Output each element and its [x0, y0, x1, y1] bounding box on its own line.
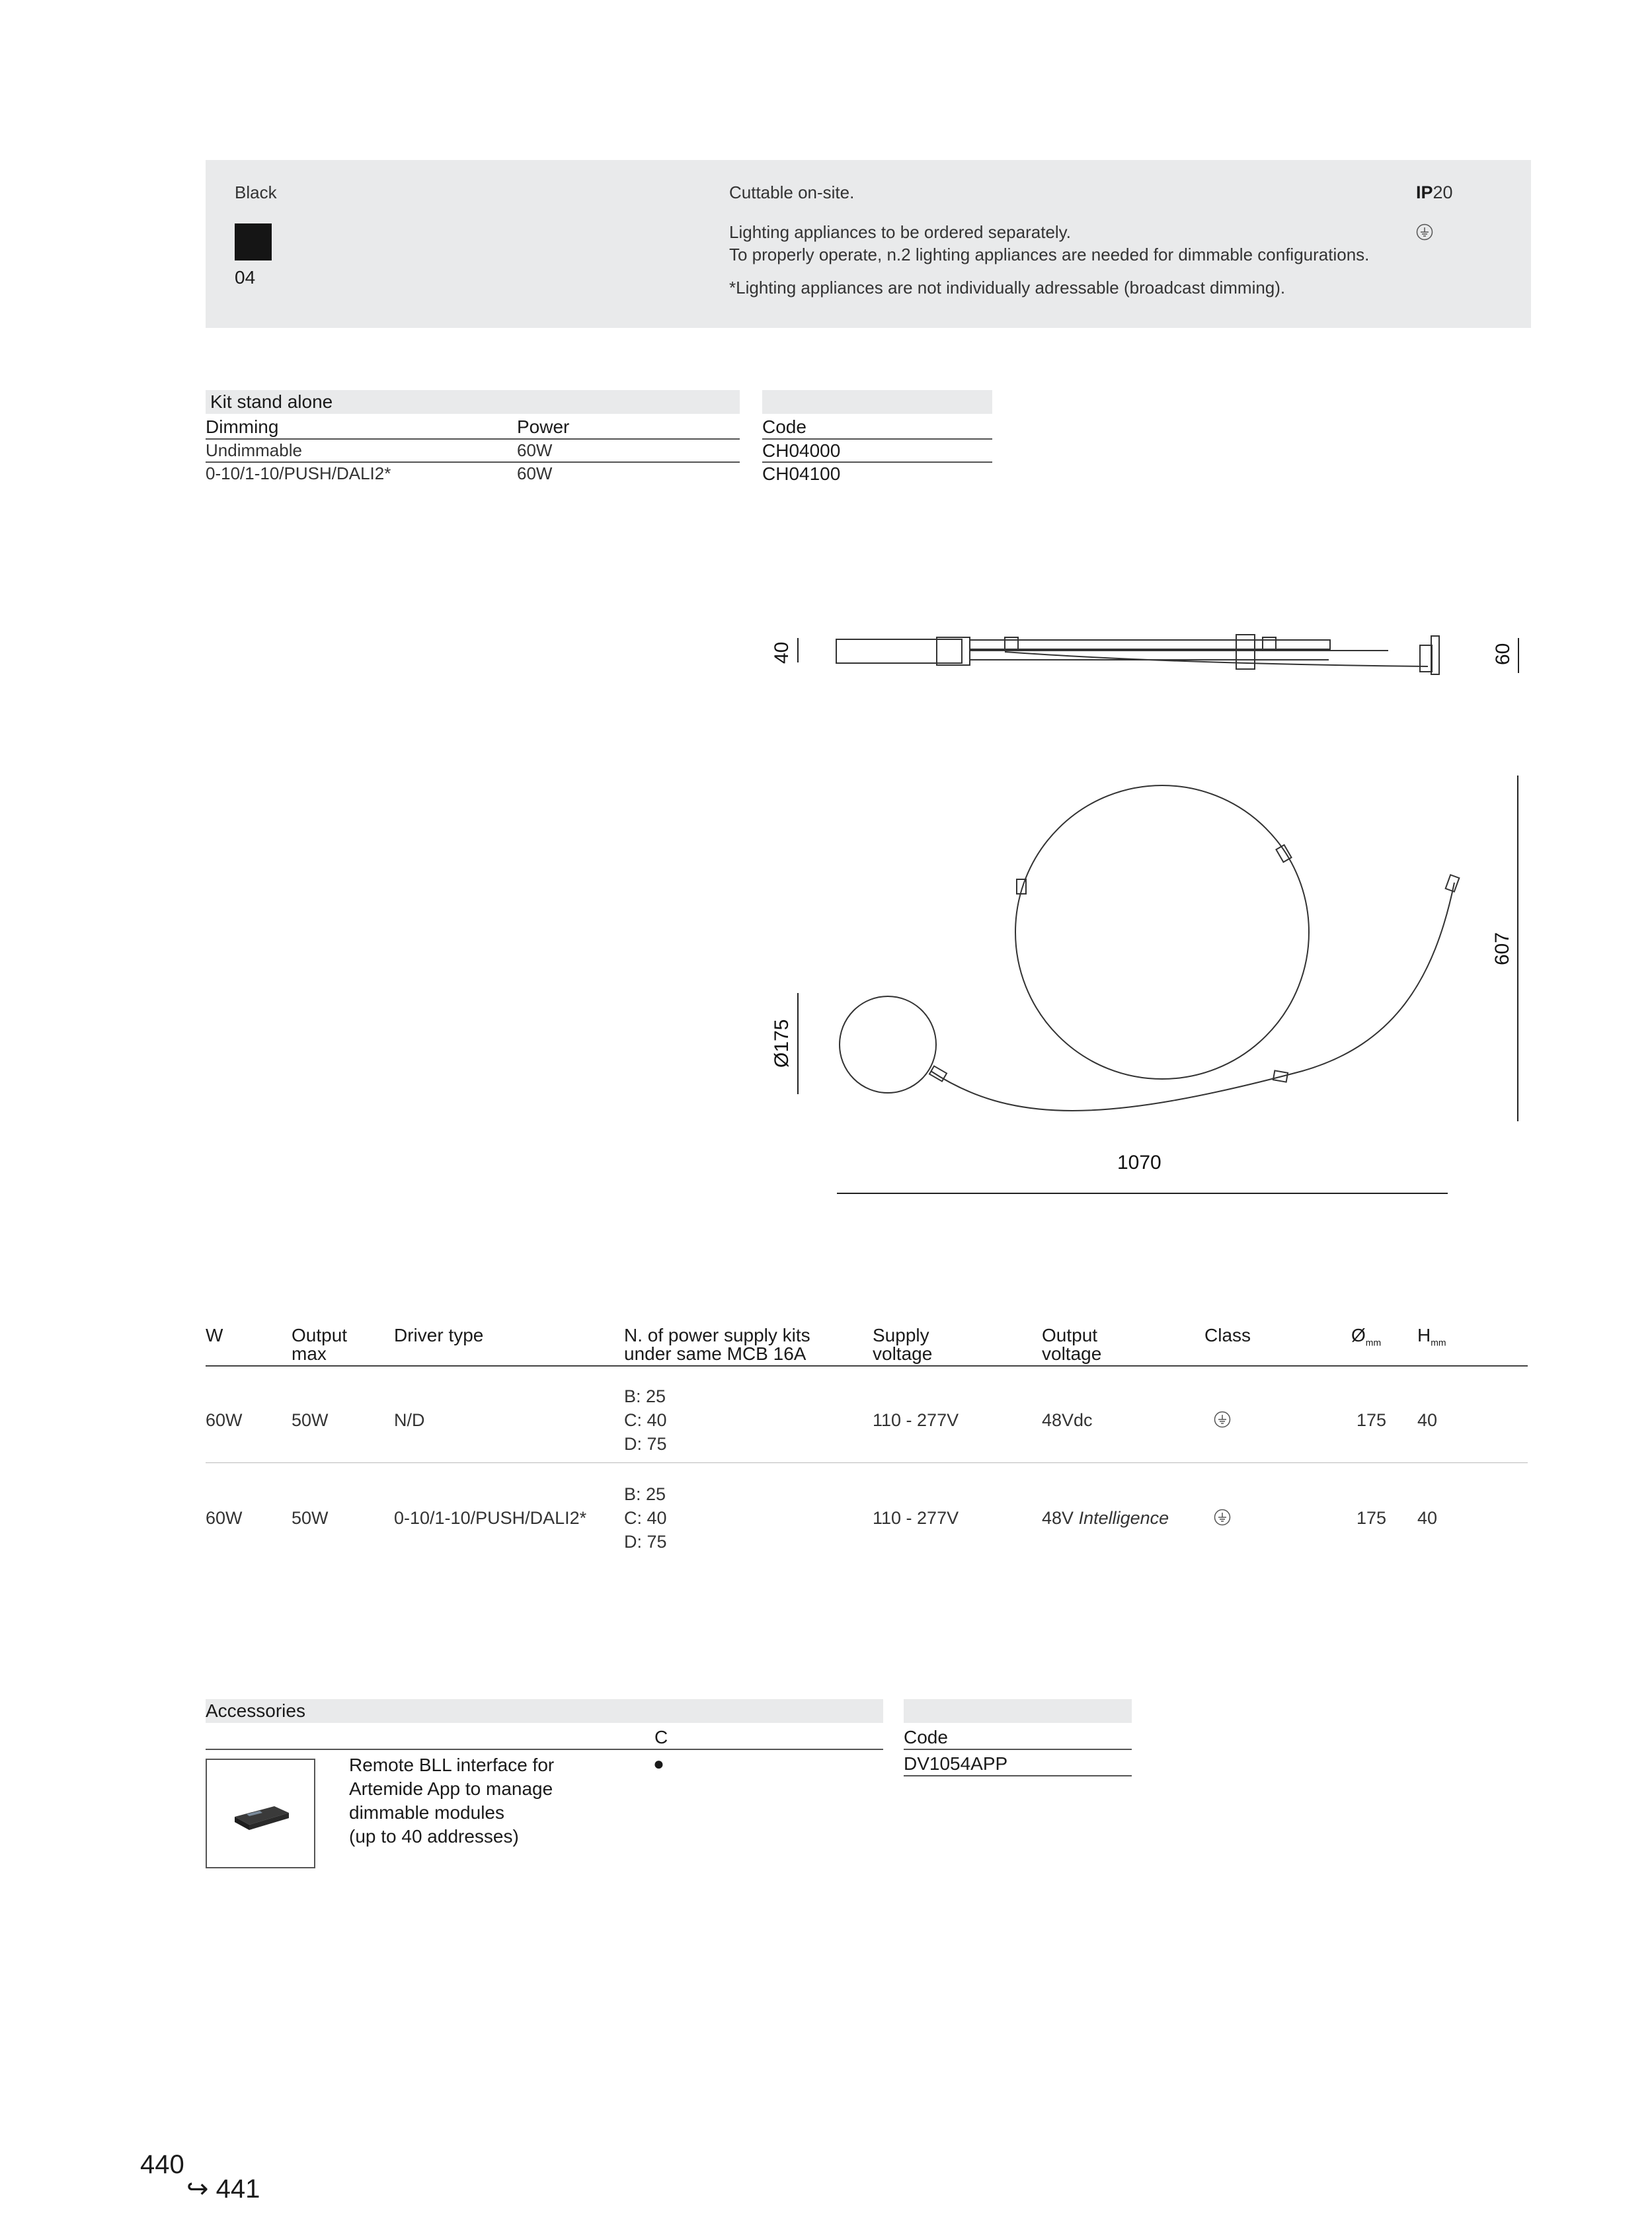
ground-class-icon [1214, 1411, 1231, 1428]
spec-header-outv-1: Output [1042, 1325, 1098, 1345]
spec-row-1-supply: 110 - 277V [873, 1410, 959, 1430]
color-swatch[interactable] [235, 223, 272, 260]
spec-header-output-2: max [292, 1343, 327, 1364]
spec-row-1-kit-c: C: 40 [624, 1410, 667, 1430]
spec-row-2-kit-d: D: 75 [624, 1532, 667, 1552]
accessory-desc-line-2: Artemide App to manage [349, 1778, 553, 1799]
note-order-1: Lighting appliances to be ordered separately. [729, 222, 1071, 242]
kit-row-1-power: 60W [517, 440, 553, 460]
spec-header-supply-2: voltage [873, 1343, 933, 1364]
kit-header-code: Code [762, 417, 806, 437]
spec-row-rule [206, 1462, 1528, 1463]
spec-header-height-label: H [1417, 1325, 1431, 1345]
ip-value: 20 [1433, 182, 1453, 202]
spec-header-kits-2: under same MCB 16A [624, 1343, 806, 1364]
top-view [798, 776, 1518, 1193]
kit-row-1-dimming: Undimmable [206, 440, 302, 460]
spec-header-height [1417, 1326, 1446, 1352]
kit-row-2-power: 60W [517, 463, 553, 483]
code-row-rule [762, 461, 992, 463]
accessories-title: Accessories [206, 1700, 305, 1721]
technical-drawing [760, 608, 1554, 1203]
spec-row-1-outv: 48Vdc [1042, 1410, 1093, 1430]
spec-row-2-output: 50W [292, 1508, 329, 1528]
note-order-2: To properly operate, n.2 lighting appliances are needed for dimmable configurations. [729, 245, 1370, 264]
dim-height-left: 40 [771, 641, 793, 664]
accessory-description [349, 1753, 554, 1849]
kit-header-dimming: Dimming [206, 417, 279, 437]
kit-row-rule [206, 461, 740, 463]
spec-row-1-output-voltage [1042, 1408, 1093, 1432]
spec-row-2-kit-b: B: 25 [624, 1484, 666, 1504]
accessory-desc-line-3: dimmable modules [349, 1802, 504, 1823]
spec-header-kits-1: N. of power supply kits [624, 1325, 810, 1345]
kit-header-power: Power [517, 417, 570, 437]
spec-header-diameter [1351, 1326, 1381, 1352]
kit-row-2-code[interactable]: CH04100 [762, 463, 841, 484]
note-dimming: *Lighting appliances are not individually adressable (broadcast dimming). [729, 278, 1286, 298]
spec-row-2-height: 40 [1417, 1508, 1438, 1528]
acc-code-header-rule [904, 1749, 1132, 1750]
spec-row-2-outv: 48V [1042, 1508, 1074, 1528]
page-next-number: 441 [216, 2174, 260, 2204]
spec-row-1-w: 60W [206, 1410, 243, 1430]
accessory-compatibility-dot: ● [653, 1753, 664, 1774]
spec-row-2-output-voltage [1042, 1506, 1169, 1530]
spec-row-2-outv-italic: Intelligence [1078, 1508, 1169, 1528]
spec-row-2-w: 60W [206, 1508, 243, 1528]
ip-prefix: IP [1416, 182, 1433, 202]
accessory-desc-line-1: Remote BLL interface for [349, 1755, 555, 1775]
code-header-rule [762, 438, 992, 440]
dim-height-right: 60 [1492, 643, 1514, 665]
page-next-arrow-icon: ↪ [186, 2174, 209, 2204]
spec-row-1-diameter: 175 [1357, 1410, 1387, 1430]
bll-interface-device-icon [207, 1760, 314, 1867]
spec-header-rule [206, 1365, 1528, 1367]
dim-total-height: 607 [1491, 932, 1513, 965]
side-view [798, 635, 1518, 674]
spec-row-2-driver: 0-10/1-10/PUSH/DALI2* [394, 1508, 587, 1528]
spec-header-output-1: Output [292, 1325, 348, 1345]
acc-code-title-bar [904, 1699, 1132, 1723]
spec-header-height-unit: mm [1431, 1337, 1446, 1348]
accessory-image [206, 1759, 315, 1868]
spec-row-2-supply: 110 - 277V [873, 1508, 959, 1528]
acc-header-rule [206, 1749, 883, 1750]
kit-row-2-dimming: 0-10/1-10/PUSH/DALI2* [206, 463, 391, 483]
accessories-title-bar [206, 1699, 883, 1723]
spec-row-1-kit-d: D: 75 [624, 1434, 667, 1454]
spec-row-2-diameter: 175 [1357, 1508, 1387, 1528]
kit-header-rule [206, 438, 740, 440]
accessory-code[interactable]: DV1054APP [904, 1753, 1008, 1774]
acc-header-c: C [654, 1727, 668, 1747]
finish-color-code: 04 [235, 267, 256, 288]
dim-total-width: 1070 [1117, 1152, 1161, 1174]
finish-info-panel [206, 160, 1531, 328]
acc-code-row-rule [904, 1775, 1132, 1776]
spec-header-outv-2: voltage [1042, 1343, 1102, 1364]
acc-header-code: Code [904, 1727, 948, 1747]
page-next [186, 2174, 260, 2204]
spec-header-diameter-unit: mm [1365, 1337, 1382, 1348]
spec-row-1-output: 50W [292, 1410, 329, 1430]
ip-rating [1416, 182, 1453, 203]
finish-color-name: Black [235, 182, 277, 202]
page-number: 440 [140, 2150, 184, 2179]
spec-row-1-kit-b: B: 25 [624, 1386, 666, 1406]
ground-class-icon [1416, 223, 1433, 241]
kit-title: Kit stand alone [210, 391, 333, 412]
spec-header-w: W [206, 1325, 223, 1345]
spec-row-2-kit-c: C: 40 [624, 1508, 667, 1528]
spec-header-class: Class [1204, 1325, 1251, 1345]
dim-diameter: Ø175 [771, 1019, 793, 1068]
spec-header-supply-1: Supply [873, 1325, 929, 1345]
spec-header-driver: Driver type [394, 1325, 484, 1345]
code-title-bar [762, 390, 992, 414]
spec-row-1-driver: N/D [394, 1410, 425, 1430]
kit-row-1-code[interactable]: CH04000 [762, 440, 841, 461]
spec-row-1-height: 40 [1417, 1410, 1438, 1430]
ground-class-icon [1214, 1509, 1231, 1526]
spec-header-diameter-label: Ø [1351, 1325, 1366, 1345]
note-cuttable: Cuttable on-site. [729, 182, 855, 202]
accessory-desc-line-4: (up to 40 addresses) [349, 1826, 519, 1847]
